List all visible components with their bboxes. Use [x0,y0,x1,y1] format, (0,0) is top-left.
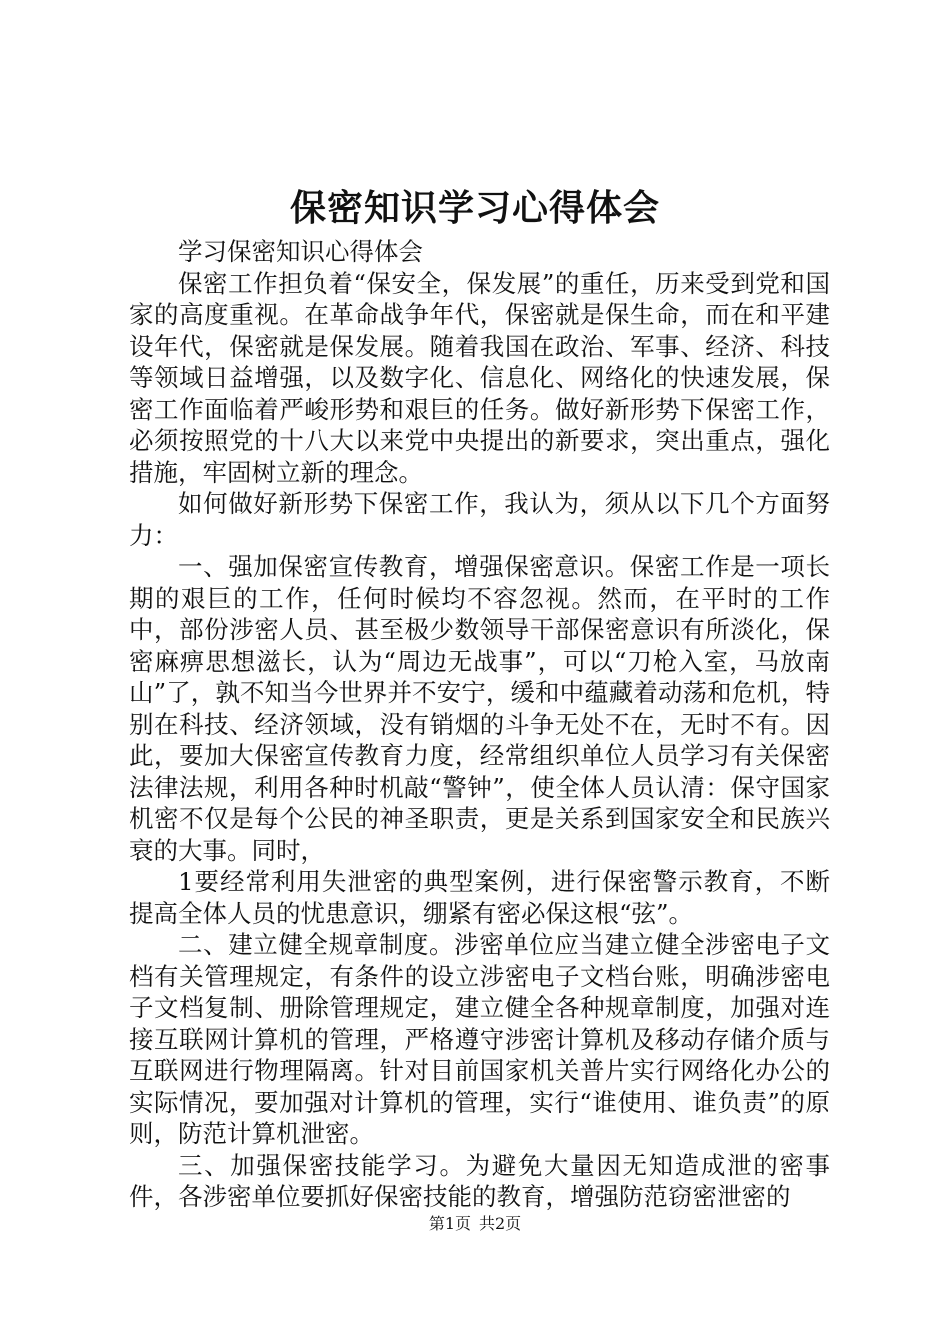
body-paragraph: 一、强加保密宣传教育，增强保密意识。保密工作是一项长期的艰巨的工作，任何时候均不容忽视。然而，在平时的工作中，部份涉密人员、甚至极少数领导干部保密意识有所淡化，保密麻痹思想滋长，认为“周边无战事”，可以“刀枪入室，马放南山”了，孰不知当今世界并不安宁，缓和中蕴藏着动荡和危机，特别在科技、经济领域，没有销烟的斗争无处不在，无时不有。因此，要加大保密宣传教育力度，经常组织单位人员学习有关保密法律法规，利用各种时机敲“警钟”，使全体人员认清：保守国家机密不仅是每个公民的神圣职责，更是关系到国家安全和民族兴衰的大事。同时， [129,552,830,865]
body-paragraph: 1要经常利用失泄密的典型案例，进行保密警示教育，不断提高全体人员的忧患意识，绷紧有密必保这根“弦”。 [129,867,830,928]
subtitle-paragraph: 学习保密知识心得体会 [178,237,423,266]
body-paragraph: 三、加强保密技能学习。为避免大量因无知造成泄的密事件，各涉密单位要抓好保密技能的教育，增强防范窃密泄密的 [129,1150,830,1211]
document-body [129,236,830,1213]
page-footer [0,1213,950,1235]
page-number-total: 共2页 [479,1214,522,1233]
body-paragraph: 如何做好新形势下保密工作，我认为，须从以下几个方面努力： [129,489,830,550]
document-title: 保密知识学习心得体会 [289,187,660,229]
page-number-current: 第1页 [428,1214,471,1233]
body-paragraph: 保密工作担负着“保安全，保发展”的重任，历来受到党和国家的高度重视。在革命战争年代，保密就是保生命，而在和平建设年代，保密就是保发展。随着我国在政治、军事、经济、科技等领域日益增强，以及数字化、信息化、网络化的快速发展，保密工作面临着严峻形势和艰巨的任务。做好新形势下保密工作，必须按照党的十八大以来党中央提出的新要求，突出重点，强化措施，牢固树立新的理念。 [129,268,830,487]
body-paragraph: 二、建立健全规章制度。涉密单位应当建立健全涉密电子文档有关管理规定，有条件的设立涉密电子文档台账，明确涉密电子文档复制、册除管理规定，建立健全各种规章制度，加强对连接互联网计算机的管理，严格遵守涉密计算机及移动存储介质与互联网进行物理隔离。针对目前国家机关普片实行网络化办公的实际情况，要加强对计算机的管理，实行“谁使用、谁负责”的原则，防范计算机泄密。 [129,930,830,1148]
